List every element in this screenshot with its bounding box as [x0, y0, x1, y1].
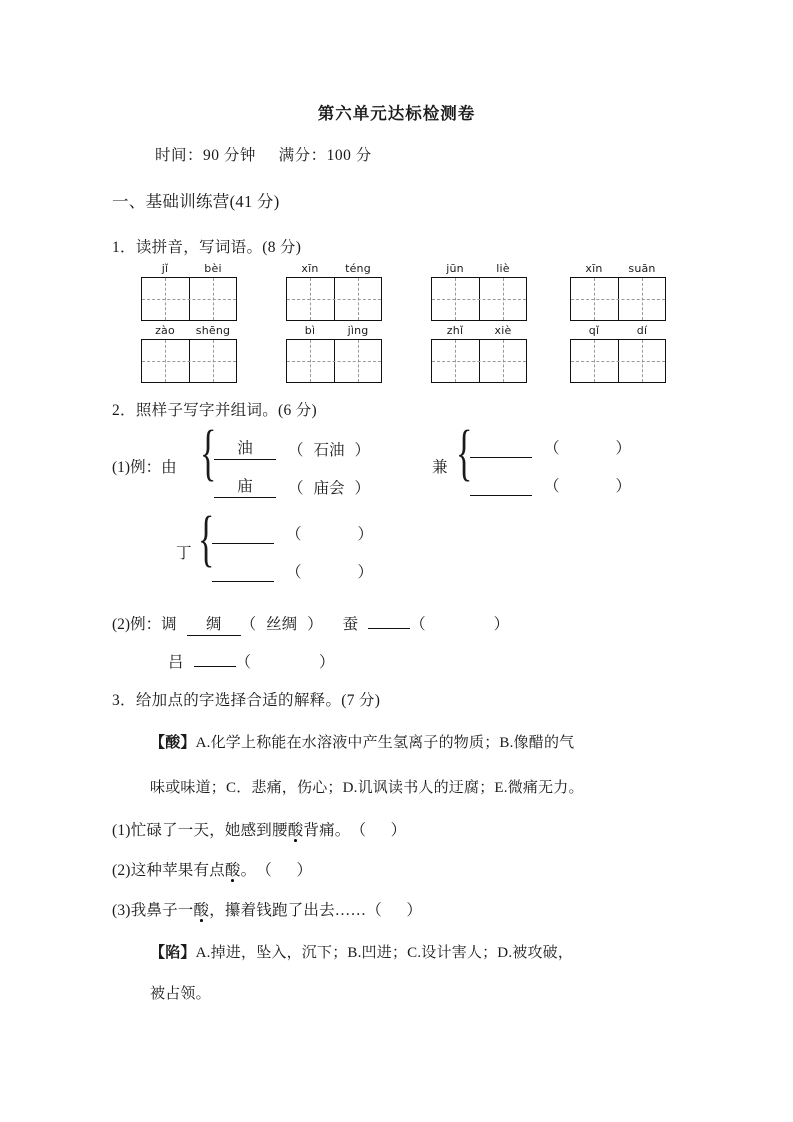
item-text-after: 背痛。 [303, 822, 351, 839]
q2-example2-base-char: 调 [161, 616, 177, 633]
grid-cell[interactable] [287, 340, 334, 382]
grid-cell[interactable] [142, 340, 189, 382]
grid-cell[interactable] [287, 278, 334, 320]
pinyin-syllable: qǐ [588, 324, 600, 337]
pinyin-syllable: xīn [301, 262, 319, 275]
q2-example2-answer-word[interactable]: 丝绸 [266, 616, 298, 633]
pinyin-syllable: liè [496, 262, 510, 275]
grid-cell[interactable] [142, 278, 189, 320]
character-grid-6[interactable] [286, 339, 382, 383]
q2-word-paren [544, 474, 631, 496]
pinyin-label-8 [570, 323, 666, 339]
marked-character: 酸 [288, 818, 304, 840]
question-1-heading: 1．读拼音，写词语。(8 分) [112, 239, 302, 256]
paren-open: （ [240, 616, 257, 633]
q2-row2-blank-char[interactable] [194, 650, 236, 667]
pinyin-item-7 [431, 323, 527, 383]
q2-word-paren [544, 436, 631, 458]
grid-cell[interactable] [571, 278, 618, 320]
q2-answer-word[interactable]: 庙会 [313, 480, 345, 497]
pinyin-item-5 [141, 323, 237, 383]
pinyin-label-2 [286, 261, 382, 277]
q2-blank2-row-2 [212, 560, 373, 582]
paren-close: ） [357, 564, 374, 581]
q3-item-3 [112, 898, 422, 920]
grid-cell[interactable] [432, 340, 479, 382]
paren-close: ） [615, 478, 632, 495]
answer-blank[interactable]: （ ） [366, 902, 423, 919]
character-grid-8[interactable] [570, 339, 666, 383]
q3-item-1 [112, 818, 406, 840]
paren-close: ） [357, 526, 374, 543]
marked-character: 酸 [225, 858, 241, 880]
definition-xian-head: 【陷】 [150, 945, 196, 961]
pinyin-syllable: bì [304, 324, 316, 337]
item-text-after: ，攥着钱跑了出去…… [209, 902, 367, 919]
q2-answer-char-blank[interactable] [470, 440, 532, 458]
q2-answer-char[interactable]: 庙 [214, 474, 276, 498]
paren-open: （ [288, 480, 304, 497]
character-grid-2[interactable] [286, 277, 382, 321]
grid-cell[interactable] [432, 278, 479, 320]
item-text-before: 我鼻子一 [130, 902, 194, 919]
grid-cell[interactable] [479, 278, 526, 320]
pinyin-item-1 [141, 261, 237, 321]
pinyin-syllable: jìng [347, 324, 369, 337]
q2-blank1-row-2 [470, 474, 631, 496]
pinyin-syllable: suān [628, 262, 656, 275]
paren-open: （ [286, 526, 302, 543]
paren-close: ） [354, 442, 371, 459]
item-text-after: 。 [240, 862, 257, 879]
paren-close: ） [319, 654, 335, 671]
q2-blank1-row-1 [470, 436, 631, 458]
q2-answer-char-blank[interactable] [212, 564, 274, 582]
grid-cell[interactable] [618, 340, 665, 382]
pinyin-syllable: zào [155, 324, 175, 337]
answer-blank[interactable]: （ ） [256, 862, 313, 879]
q2-answer-char-blank[interactable] [470, 478, 532, 496]
definition-suan-text1: A.化学上称能在水溶液中产生氢离子的物质；B.像醋的气 [195, 735, 575, 751]
paren-open: （ [410, 616, 426, 633]
pinyin-label-5 [141, 323, 237, 339]
exam-score-label: 满分：100 分 [278, 147, 372, 164]
grid-cell[interactable] [334, 278, 381, 320]
question-3-heading: 3．给加点的字选择合适的解释。(7 分) [112, 692, 381, 709]
item-text-before: 忙碌了一天，她感到腰 [130, 822, 288, 839]
pinyin-item-3 [431, 261, 527, 321]
exam-time-label: 时间：90 分钟 [155, 147, 256, 164]
page-title: 第六单元达标检测卷 [317, 104, 476, 123]
paren-open: （ [286, 564, 302, 581]
answer-blank[interactable]: （ ） [350, 822, 407, 839]
pinyin-syllable: shēng [195, 324, 231, 337]
q2-example2-blank-char[interactable] [368, 612, 410, 629]
paren-open: （ [544, 478, 560, 495]
exam-info [155, 143, 372, 165]
q2-blank2-base-char: 丁 [176, 545, 192, 562]
q2-word-paren [288, 438, 370, 460]
q2-example1-row-2 [214, 474, 370, 498]
grid-cell[interactable] [618, 278, 665, 320]
pinyin-label-4 [570, 261, 666, 277]
question-2-heading: 2．照样子写字并组词。(6 分) [112, 402, 317, 419]
character-grid-4[interactable] [570, 277, 666, 321]
q2-example2-prefix: (2)例： [112, 616, 162, 633]
paren-open: （ [235, 654, 252, 671]
grid-cell[interactable] [189, 278, 236, 320]
pinyin-label-7 [431, 323, 527, 339]
q2-example2-row2 [168, 650, 335, 672]
pinyin-syllable: téng [345, 262, 371, 275]
q2-answer-char[interactable]: 油 [214, 436, 276, 460]
q2-blank1-base-char: 兼 [432, 459, 448, 476]
pinyin-syllable: zhǐ [446, 324, 464, 337]
q2-blank2-row-1 [212, 522, 373, 544]
q2-word-paren [288, 476, 370, 498]
pinyin-label-3 [431, 261, 527, 277]
paren-open: （ [544, 440, 560, 457]
q3-item-2 [112, 858, 312, 880]
definition-suan-head: 【酸】 [150, 735, 196, 751]
pinyin-label-6 [286, 323, 382, 339]
item-number: (3) [112, 902, 131, 919]
marked-character: 酸 [194, 898, 210, 920]
q2-example2-blank-base-char: 蚕 [342, 616, 359, 633]
pinyin-item-2 [286, 261, 382, 321]
pinyin-item-4 [570, 261, 666, 321]
pinyin-syllable: dí [636, 324, 648, 337]
q2-example1-base-char: 由 [161, 459, 177, 476]
curly-brace-icon: { [456, 419, 473, 487]
q2-example1-label [112, 455, 177, 477]
pinyin-item-8 [570, 323, 666, 383]
grid-cell[interactable] [479, 340, 526, 382]
definition-xian-text1: A.掉进，坠入，沉下；B.凹进；C.设计害人；D.被攻破， [195, 945, 574, 961]
definition-suan-line1 [150, 731, 574, 752]
item-text-before: 这种苹果有点 [130, 862, 225, 879]
q2-word-paren [286, 522, 373, 544]
q2-example2-line [112, 612, 509, 636]
q2-row2-base-char: 吕 [168, 654, 184, 671]
definition-xian-line1 [150, 941, 573, 962]
pinyin-item-6 [286, 323, 382, 383]
paren-close: ） [493, 616, 510, 633]
q2-answer-word[interactable]: 石油 [313, 442, 345, 459]
grid-cell[interactable] [189, 340, 236, 382]
curly-brace-icon: { [198, 505, 215, 573]
q2-word-paren [286, 560, 373, 582]
q2-example1-row-1 [214, 436, 370, 460]
grid-cell[interactable] [334, 340, 381, 382]
pinyin-syllable: bèi [204, 262, 222, 275]
character-grid-5[interactable] [141, 339, 237, 383]
q2-example2-answer-char[interactable]: 绸 [187, 612, 241, 636]
paren-open: （ [288, 442, 304, 459]
paren-close: ） [307, 616, 323, 633]
character-grid-3[interactable] [431, 277, 527, 321]
item-number: (2) [112, 862, 131, 879]
definition-suan-line2: 味或味道；C．悲痛，伤心；D.讥讽读书人的迂腐；E.微痛无力。 [150, 780, 584, 796]
character-grid-7[interactable] [431, 339, 527, 383]
paren-close: ） [354, 480, 371, 497]
definition-xian-line2: 被占领。 [150, 986, 211, 1002]
pinyin-syllable: jǐ [161, 262, 169, 275]
q2-example1-prefix: (1)例： [112, 459, 162, 476]
q2-answer-char-blank[interactable] [212, 526, 274, 544]
item-number: (1) [112, 822, 131, 839]
character-grid-1[interactable] [141, 277, 237, 321]
curly-brace-icon: { [200, 419, 217, 487]
pinyin-syllable: xīn [585, 262, 603, 275]
paren-close: ） [615, 440, 632, 457]
section-heading: 一、基础训练营(41 分) [112, 192, 280, 211]
pinyin-label-1 [141, 261, 237, 277]
pinyin-syllable: jūn [446, 262, 464, 275]
pinyin-syllable: xiè [494, 324, 512, 337]
grid-cell[interactable] [571, 340, 618, 382]
